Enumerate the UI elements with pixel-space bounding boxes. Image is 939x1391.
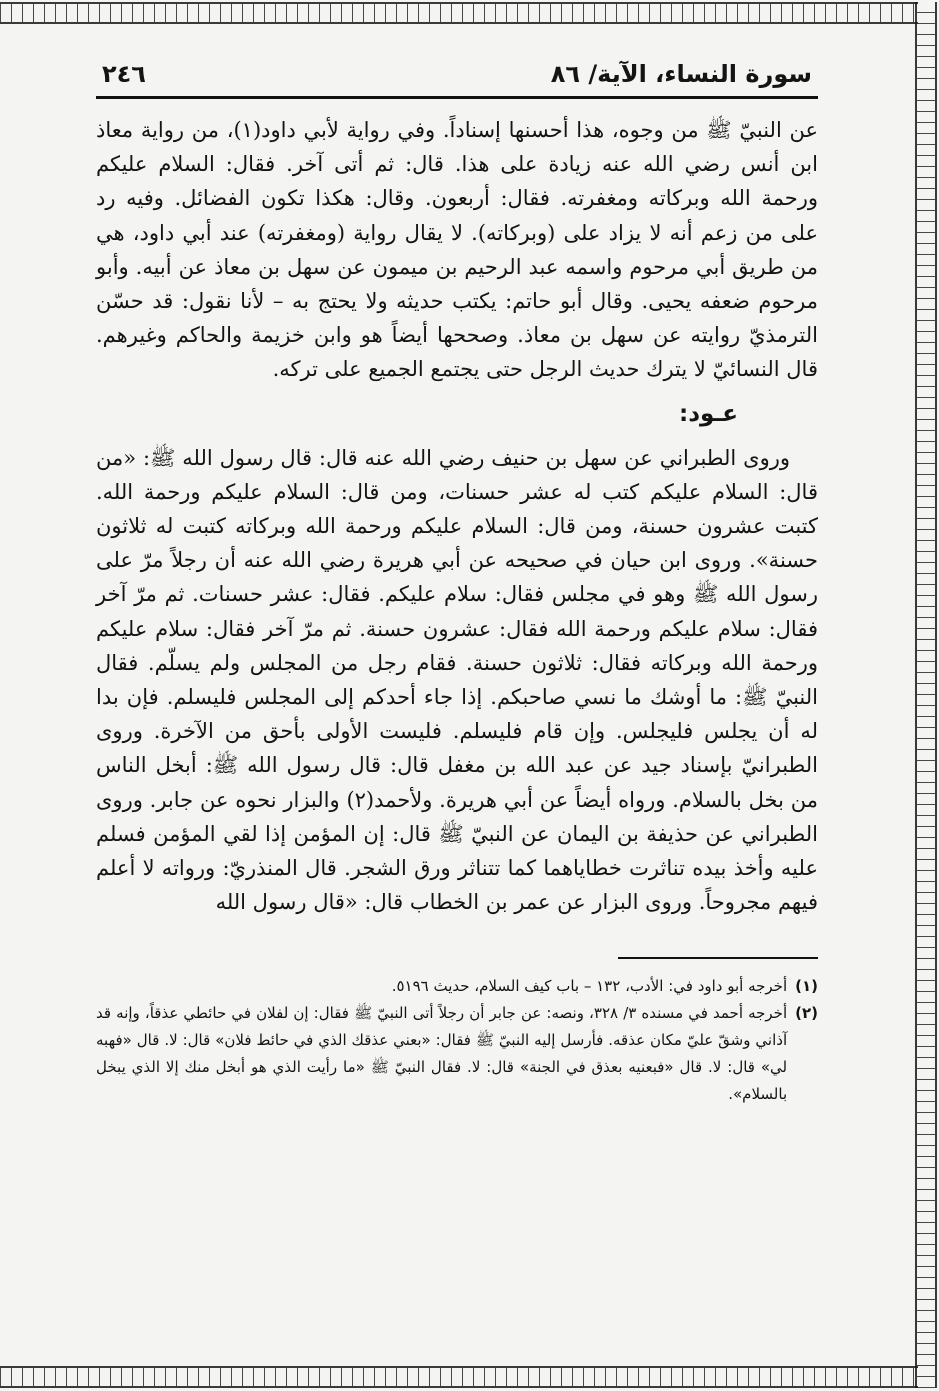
footnote-number: (٢) [795,1004,818,1023]
main-text [96,113,818,919]
footnote-separator [618,957,818,959]
footnote-text: أخرجه أحمد في مسنده ٣/ ٣٢٨، ونصه: عن جابر أن رجلاً أتى النبيّ ﷺ فقال: إن لفلان في حائطي عذقاً، وإنه قد آذاني وشقّ عليّ مكان عذقه. فأرسل إليه النبيّ ﷺ فقال: «بعني عذقك الذي في حائط فلان» قال: لا. قال «فهبه لي» قال: لا. قال «فبعنيه بعذق في الجنة» قال: لا. فقال النبيّ ﷺ «ما رأيت الذي هو أبخل منك إلا الذي يبخل بالسلام». [96,1004,788,1104]
decorative-border-bottom [0,1366,918,1388]
footnote [96,973,818,1000]
footnote-text: أخرجه أبو داود في: الأدب، ١٣٢ – باب كيف السلام، حديث ٥١٩٦. [391,977,788,996]
page-header [96,60,818,96]
book-page [96,60,818,1108]
section-heading: عـود: [679,400,738,427]
running-title: سورة النساء، الآية/ ٨٦ [550,60,812,88]
paragraph: وروى الطبراني عن سهل بن حنيف رضي الله عنه قال: قال رسول الله ﷺ: «من قال: السلام عليكم كتب له عشر حسنات، ومن قال: السلام عليكم ورحمة الله. كتبت عشرون حسنة، ومن قال: السلام عليكم ورحمة الله وبركاته كتبت له ثلاثون حسنة». وروى ابن حيان في صحيحه عن أبي هريرة رضي الله عنه أن رجلاً مرّ على رسول الله ﷺ وهو في مجلس فقال: سلام عليكم. فقال: عشر حسنات. ثم مرّ آخر فقال: سلام عليكم ورحمة الله فقال: عشرون حسنة. ثم مرّ آخر فقال: سلام عليكم ورحمة الله وبركاته فقال: ثلاثون حسنة. فقام رجل من المجلس ولم يسلّم. فقال النبيّ ﷺ: ما أوشك ما نسي صاحبكم. إذا جاء أحدكم إلى المجلس فليسلم. فإن بدا له أن يجلس فليجلس. وإن قام فليسلم. فليست الأولى بأحق من الآخرة. وروى الطبرانيّ بإسناد جيد عن عبد الله بن مغفل قال: قال رسول الله ﷺ: أبخل الناس من بخل بالسلام. ورواه أيضاً عن أبي هريرة. ولأحمد(٢) والبزار نحوه عن جابر. وروى الطبراني عن حذيفة بن اليمان عن النبيّ ﷺ قال: إن المؤمن إذا لقي المؤمن فسلم عليه وأخذ بيده تناثرت خطاياهما كما تتناثر ورق الشجر. قال المنذريّ: ورواته لا أعلم فيهم مجروحاً. وروى البزار عن عمر بن الخطاب قال: «قال رسول الله [96,445,818,915]
footnote [96,1000,818,1108]
decorative-border-right [915,2,937,1388]
page-number: ٢٤٦ [102,60,146,88]
paragraph: عن النبيّ ﷺ من وجوه، هذا أحسنها إسناداً. وفي رواية لأبي داود(١)، من رواية معاذ ابن أنس رضي الله عنه زيادة على هذا. قال: ثم أتى آخر. فقال: السلام عليكم ورحمة الله وبركاته ومغفرته. فقال: أربعون. وقال: هكذا تكون الفضائل. وفيه رد على من زعم أنه لا يزاد على (وبركاته). لا يقال رواية (ومغفرته) عند أبي داود، هي من طريق أبي مرحوم واسمه عبد الرحيم بن ميمون عن سهل بن معاذ عن أبيه. وأبو مرحوم ضعفه يحيى. وقال أبو حاتم: يكتب حديثه ولا يحتج به – لأنا نقول: قد حسّن الترمذيّ روايته عن سهل بن معاذ. وصححها أيضاً هو وابن خزيمة والحاكم وغيرهم. قال النسائيّ لا يترك حديث الرجل حتى يجتمع الجميع على تركه. [96,118,818,382]
footnote-number: (١) [795,977,818,996]
footnotes [96,973,818,1108]
decorative-border-top [0,2,918,24]
header-rule [96,96,818,99]
